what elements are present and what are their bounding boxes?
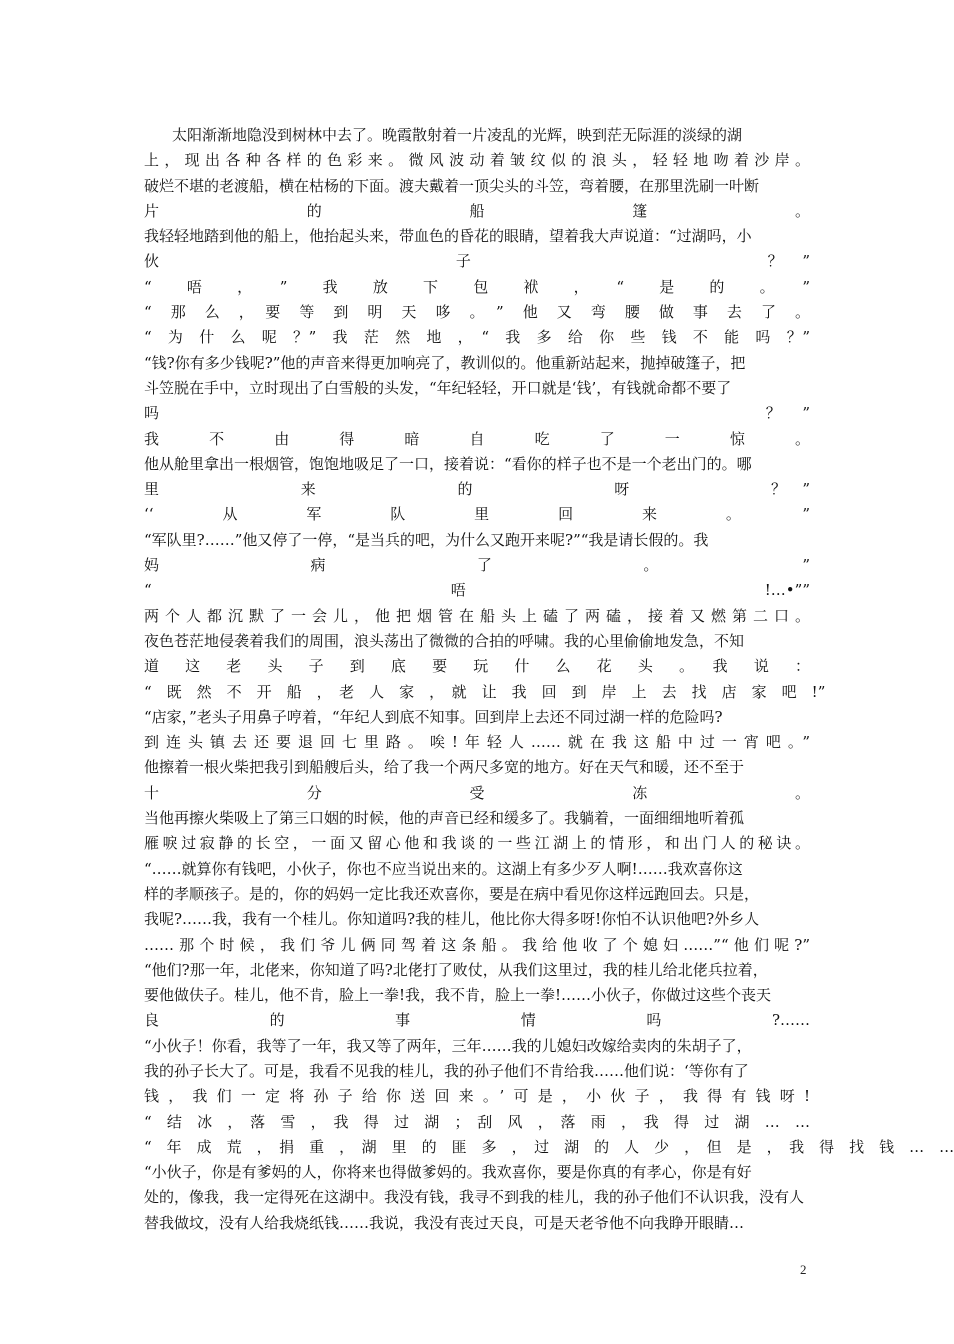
text-line-10: “钱?你有多少钱呢?”他的声音来得更加响亮了，教训似的。他重新站起来，抛掉破篷子，把: [144, 353, 746, 372]
text-line-33: ……那个时候，我们爷儿俩同驾着这条船。我给他收了个媳妇……”“他们呢?”: [144, 935, 810, 954]
text-line-31: 样的孝顺孩子。是的，你的妈妈一定比我还欢喜你，要是在病中看见你这样远跑回去。只是，: [144, 884, 760, 903]
text-line-32: 我呢?……我，我有一个桂儿。你知道吗?我的桂儿，他比你大得多呀!你怕不认识他吧?外乡人: [144, 910, 760, 929]
text-line-16: ‘‘ 从 军 队 里 回 来 。 ”: [144, 505, 810, 524]
text-line-27: 十 分 受 冻 。: [144, 783, 810, 802]
text-line-20: 两个人都沉默了一会儿，他把烟管在船头上磕了两磕，接着又燃第二口。: [144, 606, 810, 625]
text-line-43: 处的，像我，我一定得死在这湖中。我没有钱，我寻不到我的桂儿，我的孙子他们不认识我，没有人: [144, 1188, 805, 1207]
text-line-41: “ 年 成 荒 ， 捐 重 ， 湖 里 的 匪 多 ， 过 湖 的 人 少 ， 但 是 ， 我 得 找 钱 … …: [144, 1137, 954, 1156]
text-line-12: 吗 ？”: [144, 404, 810, 423]
text-line-39: 钱，我们一定将孙子给你送回来。’可是，小伙子，我得有钱呀!: [144, 1087, 810, 1106]
text-line-3: 破烂不堪的老渡船，横在枯杨的下面。渡夫戴着一顶尖头的斗笠，弯着腰，在那里洗刷一叶断: [144, 176, 760, 195]
text-line-37: “小伙子！你看，我等了一年，我又等了两年，三年……我的儿媳妇改嫁给卖肉的朱胡子了，: [144, 1036, 752, 1055]
text-line-40: “ 结 冰 ， 落 雪 ， 我 得 过 湖 ； 刮 风 ， 落 雨 ， 我 得 过 湖 … …: [144, 1112, 810, 1131]
text-line-19: “ 唔 !…•””: [144, 581, 810, 600]
text-line-44: 替我做坟，没有人给我烧纸钱……我说，我没有丧过天良，可是天老爷他不向我睁开眼睛…: [144, 1213, 745, 1232]
text-line-11: 斗笠脱在手中，立时现出了白雪般的头发，“年纪轻轻，开口就是‘钱’，有钱就命都不要了: [144, 378, 732, 397]
text-line-22: 道 这 老 头 子 到 底 要 玩 什 么 花 头 。 我 说 ：: [144, 657, 810, 676]
text-line-29: 雁唳过寂静的长空，一面又留心他和我谈的一些江湖上的情形，和出门人的秘诀。: [144, 834, 810, 853]
text-line-21: 夜色苍茫地侵袭着我们的周围，浪头荡出了微微的合拍的呼啸。我的心里偷偷地发急，不知: [144, 631, 745, 650]
text-line-38: 我的孙子长大了。可是，我看不见我的桂儿，我的孙子他们不肯给我……他们说：‘等你有了: [144, 1061, 749, 1080]
text-line-30: “……就算你有钱吧，小伙子，你也不应当说出来的。这湖上有多少歹人啊!……我欢喜你这: [144, 859, 743, 878]
text-line-14: 他从舱里拿出一根烟管，饱饱地吸足了一口，接着说：“看你的样子也不是一个老出门的。哪: [144, 454, 752, 473]
text-line-5: 我轻轻地踏到他的船上，他抬起头来，带血色的昏花的眼睛，望着我大声说道：“过湖吗，小: [144, 227, 752, 246]
text-line-8: “ 那 么 ， 要 等 到 明 天 哆 。 ” 他 又 弯 腰 做 事 去 了 。: [144, 303, 810, 322]
text-line-15: 里 来 的 呀 ？”: [144, 480, 810, 499]
text-line-18: 妈 病 了 。 ”: [144, 556, 810, 575]
text-line-36: 良 的 事 情 吗 ?……: [144, 1011, 810, 1030]
text-line-28: 当他再擦火柴吸上了第三口姻的时候，他的声音已经和缓多了。我躺着，一面细细地听着孤: [144, 809, 745, 828]
text-line-34: “他们?那一年，北佬来，你知道了吗?北佬打了败仗，从我们这里过，我的桂儿给北佬兵拉着，: [144, 960, 768, 979]
text-line-7: “ 唔 ， ” 我 放 下 包 袱 ， “ 是 的 。 ”: [144, 277, 810, 296]
text-line-9: “ 为 什 么 呢 ？” 我 茫 然 地 ， “ 我 多 给 你 些 钱 不 能 吗 ？”: [144, 328, 810, 347]
page-number: 2: [800, 1262, 807, 1277]
text-line-4: 片 的 船 篷 。: [144, 201, 810, 220]
text-line-6: 伙 子 ？”: [144, 252, 810, 271]
text-line-23: “ 既 然 不 开 船 ， 老 人 家 ， 就 让 我 回 到 岸 上 去 找 店 家 吧 !”: [144, 682, 826, 701]
text-line-35: 要他做伕子。桂儿，他不肯，脸上一拳!我，我不肯，脸上一拳!……小伙子，你做过这些个丧天: [144, 986, 772, 1005]
text-line-42: “小伙子，你是有爹妈的人，你将来也得做爹妈的。我欢喜你，要是你真的有孝心，你是有好: [144, 1163, 752, 1182]
text-line-1: 太阳渐渐地隐没到树林中去了。晚霞散射着一片凌乱的光辉，映到茫无际涯的淡绿的湖: [172, 126, 743, 144]
text-line-13: 我 不 由 得 暗 自 吃 了 一 惊 。: [144, 429, 810, 448]
story-text: [144, 123, 954, 1236]
text-line-2: 上，现出各种各样的色彩来。微风波动着皱纹似的浪头，轻轻地吻着沙岸。: [144, 151, 810, 170]
text-line-17: “军队里?……”他又停了一停，“是当兵的吧，为什么又跑开来呢?”“我是请长假的。我: [144, 530, 709, 549]
text-line-25: 到连头镇去还要退回七里路。唉!年轻人……就在我这船中过一宵吧。”: [144, 733, 810, 752]
text-line-26: 他擦着一根火柴把我引到船艘后头，给了我一个两尺多宽的地方。好在天气和暖，还不至于: [144, 758, 745, 777]
text-line-24: “店家，”老头子用鼻子哼着，“年纪人到底不知事。回到岸上去还不同过湖一样的危险吗?: [144, 707, 723, 726]
